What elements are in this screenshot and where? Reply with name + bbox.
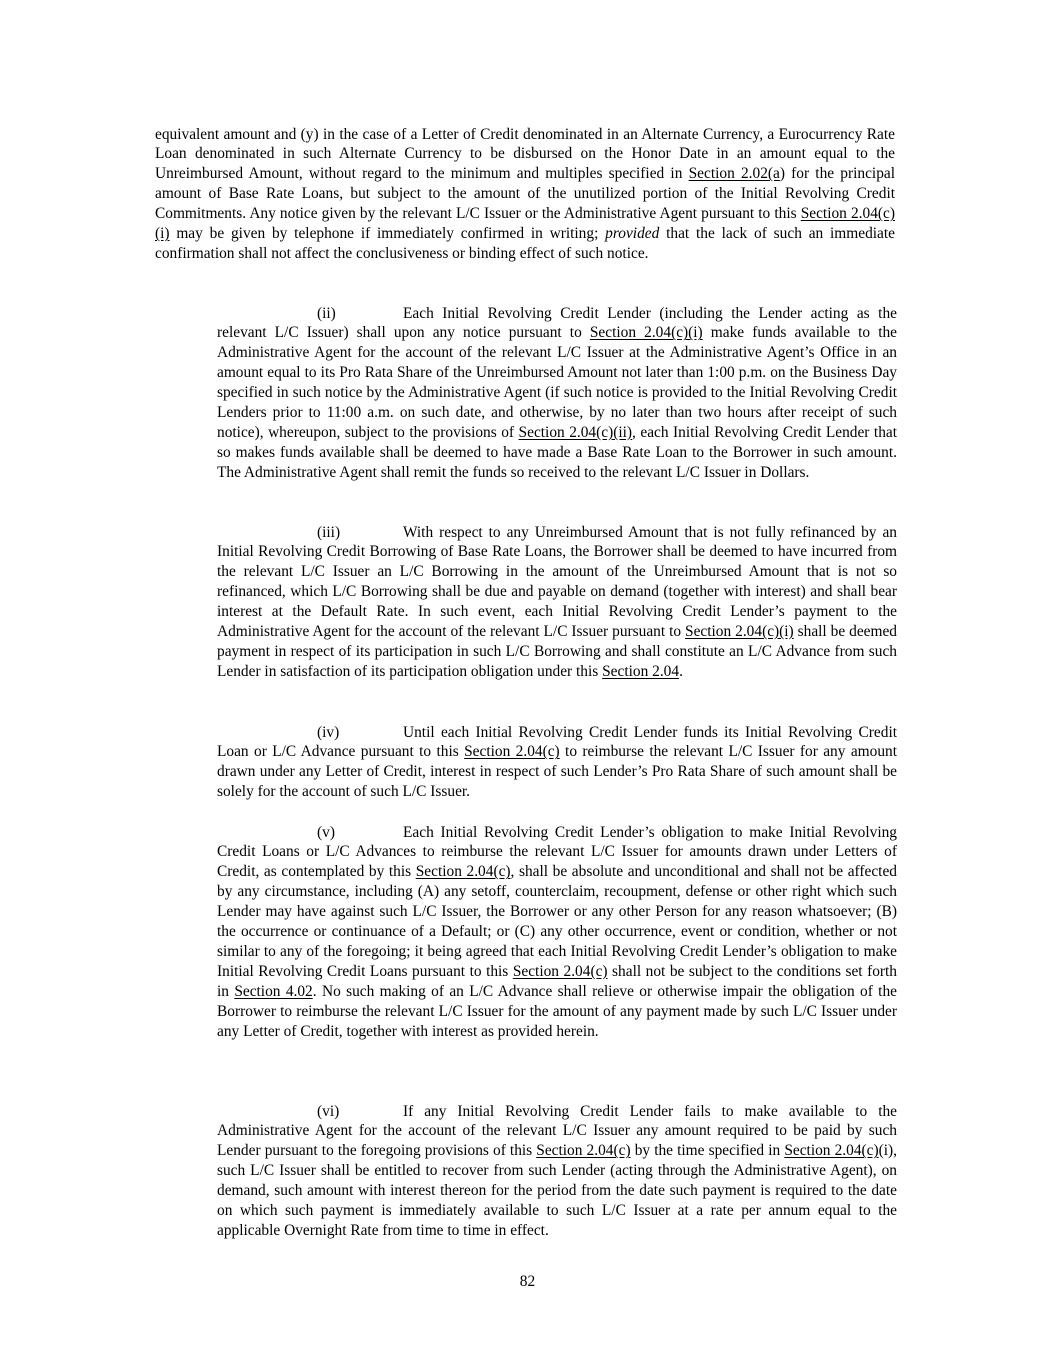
body-text: , each Initial Revolving Credit Lender that so makes funds available shall be deemed to have made a Base Rate Loan to the Borrower in such amount. The Administrative Agent shall remit the funds so received to the relevant L/C Issuer in Dollars. — [217, 423, 897, 481]
subparagraph-vi — [217, 1102, 897, 1241]
body-text: With respect to any Unreimbursed Amount that is not fully refinanced by an Initial Revolving Credit Borrowing of Base Rate Loans, the Borrower shall be deemed to have incurred from the relevant L/C Issuer an L/C Borrowing in the amount of the Unreimbursed Amount that is not so refinanced, which L/C Borrowing shall be due and payable on demand (together with interest) and shall bear interest at the Default Rate. In such event, each Initial Revolving Credit Lender’s payment to the Administrative Agent for the account of the relevant L/C Issuer pursuant to — [217, 523, 897, 641]
body-text: . — [679, 662, 683, 680]
subparagraph-iv — [217, 723, 897, 803]
body-text: may be given by telephone if immediately confirmed in writing; — [169, 225, 606, 243]
paragraph-continuation — [155, 125, 895, 264]
page-number: 82 — [519, 1273, 536, 1290]
subparagraph-number: (ii) — [317, 304, 336, 322]
body-text: Each Initial Revolving Credit Lender’s obligation to make Initial Revolving Credit Loans or L/C Advances to reimburse the relevant L/C Issuer for amounts drawn under Letters of Credit, as contemplated by this — [217, 823, 897, 881]
section-reference: Section 2.04(c)(i) — [685, 623, 794, 641]
section-reference: Section 2.02(a — [688, 165, 780, 183]
body-text: Until each Initial Revolving Credit Lender funds its Initial Revolving Credit Loan or L/C Advance pursuant to this — [217, 723, 897, 761]
body-text: shall not be subject to the conditions set forth in — [217, 962, 897, 1000]
body-text: to reimburse the relevant L/C Issuer for any amount drawn under any Letter of Credit, interest in respect of such Lender’s Pro Rata Share of such amount shall be solely for the account of such L/C Issuer. — [217, 743, 897, 801]
section-reference: Section 2.04(c)(ii) — [518, 423, 633, 441]
body-text: equivalent amount and (y) in the case of a Letter of Credit denominated in an Alternate Currency, a Eurocurrency Rate Loan denominated in such Alternate Currency to be disbursed on the Honor Date in an amount equal to the Unreimbursed Amount, without regard to the minimum and multiples specified in — [155, 125, 895, 183]
body-text: by the time specified in — [630, 1142, 785, 1160]
body-text: , shall be absolute and unconditional and shall not be affected by any circumstance, including (A) any setoff, counterclaim, recoupment, defense or other right which such Lender may have against such L/C Issuer, the Borrower or any other Person for any reason whatsoever; (B) the occurrence or continuance of a Default; or (C) any other occurrence, event or condition, whether or not similar to any of the foregoing; it being agreed that each Initial Revolving Credit Lender’s obligation to make Initial Revolving Credit Loans pursuant to this — [217, 863, 897, 980]
body-text: If any Initial Revolving Credit Lender fails to make available to the Administrative Agent for the account of the relevant L/C Issuer any amount required to be paid by such Lender pursuant to the foregoing provisions of this — [217, 1102, 897, 1160]
section-reference: Section 2.04(c) — [415, 863, 511, 881]
section-reference: Section 2.04(c) — [464, 743, 560, 761]
subparagraph-ii — [217, 304, 897, 483]
body-text: ) for the principal amount of Base Rate Loans, but subject to the amount of the unutilized portion of the Initial Revolving Credit Commitments. Any notice given by the relevant L/C Issuer or the Administrative Agent pursuant to this — [155, 165, 895, 223]
body-text: (i), such L/C Issuer shall be entitled to recover from such Lender (acting through the Administrative Agent), on demand, such amount with interest thereon for the period from the date such payment is required to the date on which such payment is immediately available to such L/C Issuer at a rate per annum equal to the applicable Overnight Rate from time to time in effect. — [217, 1142, 897, 1239]
subparagraph-number: (iv) — [317, 723, 340, 741]
subparagraph-v — [217, 823, 897, 1042]
section-reference: Section 2.04(c) — [512, 962, 608, 980]
body-text: make funds available to the Administrative Agent for the account of the relevant L/C Issuer at the Administrative Agent’s Office in an amount equal to its Pro Rata Share of the Unreimbursed Amount not later than 1:00 p.m. on the Business Day specified in such notice by the Administrative Agent (if such notice is provided to the Initial Revolving Credit Lenders prior to 11:00 a.m. on such date, and otherwise, by no later than two hours after receipt of such notice), whereupon, subject to the provisions of — [217, 324, 897, 441]
body-text: that the lack of such an immediate confirmation shall not affect the conclusiveness or binding effect of such notice. — [155, 225, 895, 262]
section-reference: Section 4.02 — [234, 982, 313, 1000]
subparagraph-number: (vi) — [317, 1102, 340, 1120]
section-reference: Section 2.04(c) — [536, 1142, 631, 1160]
subparagraph-number: (iii) — [317, 523, 341, 541]
body-text: . No such making of an L/C Advance shall relieve or otherwise impair the obligation of the Borrower to reimburse the relevant L/C Issuer for the amount of any payment made by such L/C Issuer under any Letter of Credit, together with interest as provided herein. — [217, 982, 897, 1040]
section-reference: Section 2.04(c) — [784, 1142, 879, 1160]
emphasis-text: provided — [605, 225, 660, 243]
section-reference: Section 2.04 — [602, 662, 680, 680]
body-text: shall be deemed payment in respect of its participation in such L/C Borrowing and shall constitute an L/C Advance from such Lender in satisfaction of its participation obligation under this — [217, 623, 897, 680]
section-reference: Section 2.04(c)(i) — [589, 324, 703, 342]
subparagraph-iii — [217, 523, 897, 682]
section-reference: Section 2.04(c)(i) — [155, 205, 895, 243]
subparagraph-number: (v) — [317, 823, 335, 841]
body-text: Each Initial Revolving Credit Lender (including the Lender acting as the relevant L/C Issuer) shall upon any notice pursuant to — [217, 304, 897, 342]
